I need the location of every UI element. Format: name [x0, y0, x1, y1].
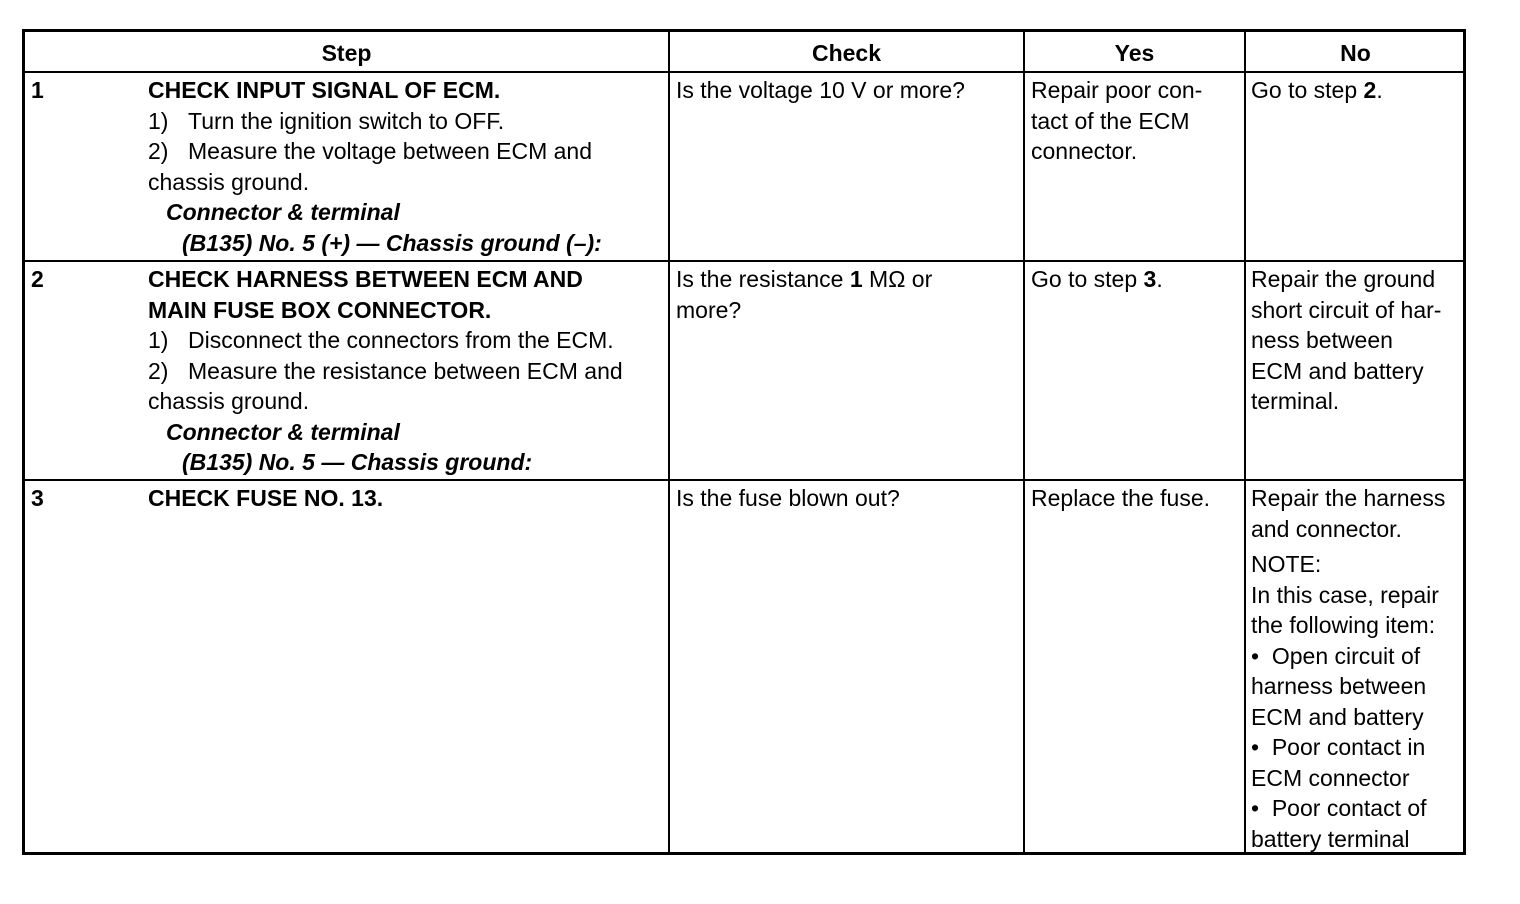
substep	[148, 325, 663, 356]
diagnostic-table	[22, 29, 1466, 855]
step-title: CHECK INPUT SIGNAL OF ECM.	[148, 77, 501, 103]
step-number: 3	[31, 485, 44, 511]
substep-number: 1)	[148, 327, 169, 353]
check-cell	[676, 264, 1016, 325]
substep-text: Measure the voltage between ECM and	[188, 138, 593, 164]
row-divider	[25, 479, 1463, 481]
no-line: and connector.	[1251, 515, 1402, 542]
no-cell	[1251, 75, 1465, 106]
step-content	[148, 75, 663, 258]
note-label: NOTE:	[1251, 551, 1322, 577]
bullet-icon: •	[1251, 642, 1272, 669]
check-line	[676, 264, 1016, 295]
header-check: Check	[811, 40, 882, 66]
substep-text: Disconnect the connectors from the ECM.	[188, 327, 614, 353]
substep	[148, 356, 663, 387]
yes-text: Go to step	[1031, 266, 1144, 292]
connector-label: Connector & terminal	[166, 418, 400, 445]
no-line: Repair the ground	[1251, 266, 1436, 292]
no-line: ness between	[1251, 327, 1393, 353]
connector-value: (B135) No. 5 — Chassis ground:	[182, 449, 533, 475]
bullet-item	[1251, 793, 1465, 824]
step-title: CHECK FUSE NO. 13.	[148, 485, 384, 511]
check-line: more?	[676, 296, 742, 323]
no-line: ECM and battery	[1251, 357, 1424, 384]
no-line: In this case, repair	[1251, 581, 1439, 608]
check-text: Is the resistance	[676, 266, 850, 292]
column-divider	[1244, 32, 1246, 852]
bullet-icon: •	[1251, 795, 1272, 821]
check-cell: Is the voltage 10 V or more?	[676, 77, 965, 103]
check-text: MΩ or	[862, 266, 933, 292]
no-cell	[1251, 264, 1465, 417]
substep-text: Turn the ignition switch to OFF.	[188, 107, 505, 134]
substep-continuation: chassis ground.	[148, 168, 310, 195]
yes-line: connector.	[1031, 138, 1138, 164]
step-title: MAIN FUSE BOX CONNECTOR.	[148, 296, 492, 323]
yes-text: .	[1156, 266, 1163, 292]
step-number: 2	[31, 266, 44, 292]
header-step: Step	[321, 40, 372, 66]
bullet-item	[1251, 732, 1465, 763]
bullet-icon: •	[1251, 734, 1272, 760]
connector-value: (B135) No. 5 (+) — Chassis ground (–):	[182, 229, 602, 256]
substep	[148, 136, 663, 167]
no-line: short circuit of har-	[1251, 296, 1442, 323]
no-line: the following item:	[1251, 612, 1436, 638]
check-value: 1	[849, 266, 863, 292]
bullet-text: Poor contact of	[1271, 795, 1427, 821]
row-divider	[25, 260, 1463, 262]
step-reference[interactable]: 2	[1363, 77, 1377, 103]
bullet-text: Poor contact in	[1271, 734, 1426, 760]
step-content	[148, 264, 663, 478]
column-divider	[1023, 32, 1025, 852]
step-reference[interactable]: 3	[1143, 266, 1157, 292]
check-cell: Is the fuse blown out?	[676, 485, 900, 511]
step-content	[148, 483, 663, 514]
bullet-item	[1251, 641, 1465, 672]
substep-number: 1)	[148, 107, 169, 134]
no-line: Repair the harness	[1251, 485, 1446, 511]
yes-cell: Replace the fuse.	[1031, 485, 1211, 511]
header-no: No	[1340, 40, 1371, 66]
bullet-continuation: ECM and battery	[1251, 703, 1424, 730]
substep-number: 2)	[148, 357, 169, 384]
no-cell	[1251, 483, 1465, 854]
bullet-text: Open circuit of	[1271, 642, 1421, 669]
no-text: .	[1376, 77, 1383, 103]
step-number: 1	[31, 77, 44, 103]
bullet-continuation: harness between	[1251, 673, 1427, 699]
substep	[148, 106, 663, 137]
bullet-continuation: battery terminal	[1251, 825, 1410, 852]
yes-cell	[1031, 75, 1241, 167]
column-divider	[668, 32, 670, 852]
yes-cell	[1031, 264, 1241, 295]
step-title: CHECK HARNESS BETWEEN ECM AND	[148, 266, 583, 292]
yes-line: Repair poor con-	[1031, 77, 1203, 103]
substep-text: Measure the resistance between ECM and	[188, 357, 623, 384]
substep-number: 2)	[148, 138, 169, 164]
no-line: terminal.	[1251, 388, 1340, 414]
no-text: Go to step	[1251, 77, 1364, 103]
yes-line: tact of the ECM	[1031, 107, 1190, 134]
bullet-continuation: ECM connector	[1251, 764, 1410, 791]
substep-continuation: chassis ground.	[148, 388, 310, 414]
connector-label: Connector & terminal	[166, 199, 400, 225]
header-yes: Yes	[1114, 40, 1155, 66]
